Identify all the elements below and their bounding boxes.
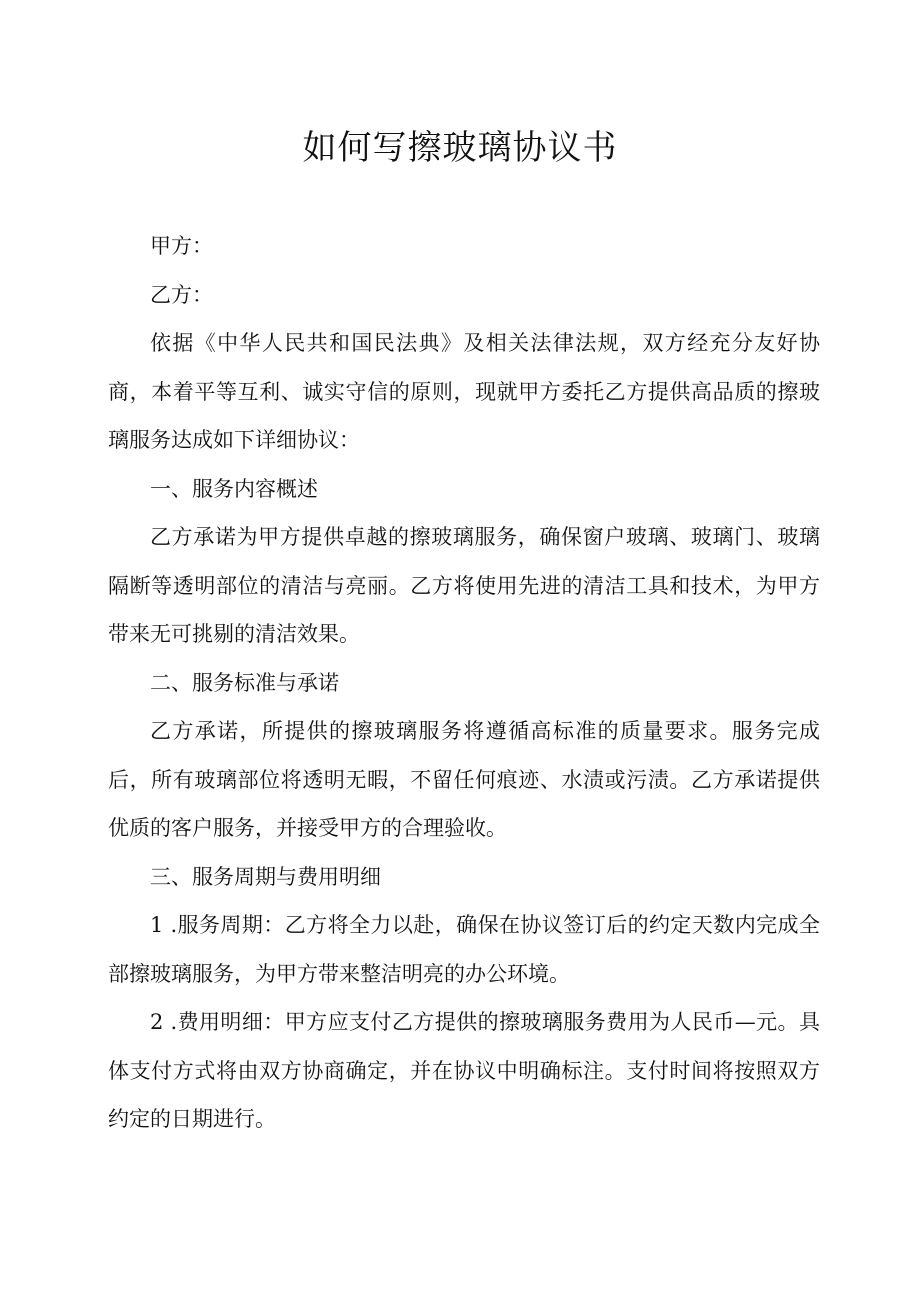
document-title: 如何写擦玻璃协议书 (302, 128, 618, 168)
clause-3-1-paragraph: 1 .服务周期：乙方将全力以赴，确保在协议签订后的约定天数内完成全部擦玻璃服务，为甲方带来整洁明亮的办公环境。 (108, 913, 820, 986)
section-heading-3: 三、服务周期与费用明细 (150, 864, 381, 889)
preamble-paragraph: 依据《中华人民共和国民法典》及相关法律法规，双方经充分友好协商，本着平等互利、诚实守信的原则，现就甲方委托乙方提供高品质的擦玻璃服务达成如下详细协议： (108, 331, 820, 452)
party-a-line: 甲方： (150, 234, 213, 258)
section-heading-2: 二、服务标准与承诺 (150, 670, 339, 695)
section-heading-1: 一、服务内容概述 (150, 476, 318, 501)
document-body (108, 222, 820, 1144)
party-b-line: 乙方： (150, 282, 213, 307)
clause-3-2-paragraph: 2 .费用明细：甲方应支付乙方提供的擦玻璃服务费用为人民币—元。具体支付方式将由双方协商确定，并在协议中明确标注。支付时间将按照双方约定的日期进行。 (108, 1010, 820, 1131)
section-2-paragraph: 乙方承诺，所提供的擦玻璃服务将遵循高标准的质量要求。服务完成后，所有玻璃部位将透明无暇，不留任何痕迹、水渍或污渍。乙方承诺提供优质的客户服务，并接受甲方的合理验收。 (108, 719, 820, 840)
section-1-paragraph: 乙方承诺为甲方提供卓越的擦玻璃服务，确保窗户玻璃、玻璃门、玻璃隔断等透明部位的清洁与亮丽。乙方将使用先进的清洁工具和技术，为甲方带来无可挑剔的清洁效果。 (108, 525, 820, 646)
